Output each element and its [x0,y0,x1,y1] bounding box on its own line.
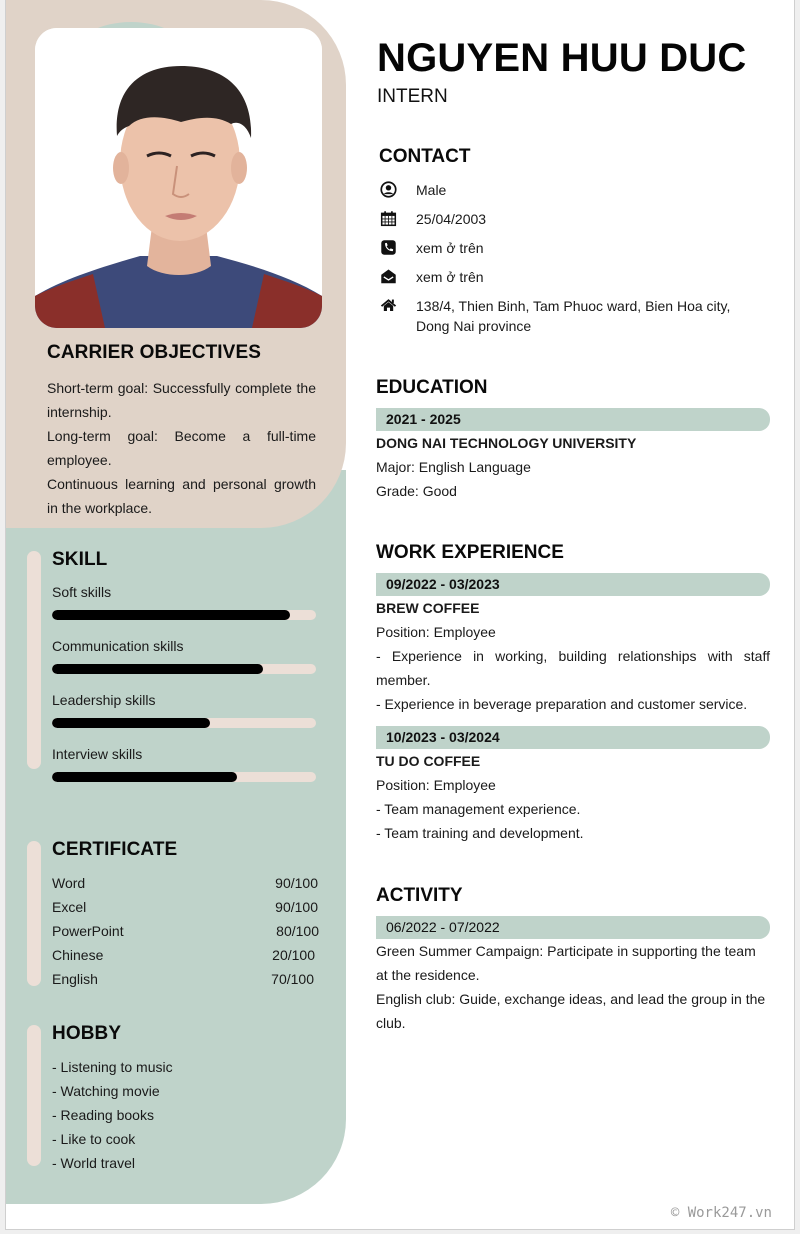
certificate-name: Word [52,875,86,891]
skill-accent-bar [27,551,41,769]
hobby-item: - Listening to music [52,1059,173,1075]
certificate-score: 80/100 [276,923,319,939]
skill-label: Leadership skills [52,692,156,708]
certificate-row [52,871,316,895]
skill-progress-fill [52,664,263,674]
activity-detail: Green Summer Campaign: Participate in supporting the team at the residence. [376,943,756,983]
envelope-open-icon [379,267,397,285]
certificate-score: 20/100 [272,947,315,963]
candidate-role: INTERN [377,86,448,107]
skill-item [52,638,316,692]
work-period: 09/2022 - 03/2023 [376,573,770,596]
contact-value: 138/4, Thien Binh, Tam Phuoc ward, Bien Hoa city, Dong Nai province [416,298,731,334]
work-period: 10/2023 - 03/2024 [376,726,770,749]
certificate-name: English [52,971,98,987]
work-detail: - Experience in working, building relationships with staff member. [376,648,770,688]
contact-section [379,146,769,345]
contact-birthdate [379,209,769,229]
work-experience-section [376,542,770,855]
skill-item [52,692,316,746]
education-title: EDUCATION [376,377,488,398]
contact-phone [379,238,769,258]
portrait-image [35,28,322,328]
certificate-accent-bar [27,841,41,986]
profile-photo [35,28,322,328]
skill-item [52,746,316,800]
skill-progress-bar [52,664,316,674]
activity-entry [376,916,770,1035]
skill-progress-fill [52,718,210,728]
hobby-item: - Like to cook [52,1131,136,1147]
activity-title: ACTIVITY [376,885,463,906]
skill-label: Interview skills [52,746,143,762]
contact-gender [379,180,769,200]
certificate-section [52,839,319,991]
certificate-row [52,967,316,991]
work-company: TU DO COFFEE [376,753,481,769]
work-entry [376,573,770,716]
certificate-row [52,895,316,919]
skill-section [52,549,316,800]
activity-section [376,885,770,1045]
contact-value: Male [416,182,447,198]
education-period: 2021 - 2025 [376,408,770,431]
work-experience-title: WORK EXPERIENCE [376,542,564,563]
education-school: DONG NAI TECHNOLOGY UNIVERSITY [376,435,637,451]
education-grade: Grade: Good [376,483,457,499]
contact-value: xem ở trên [416,269,484,285]
skill-progress-fill [52,772,237,782]
work-company: BREW COFFEE [376,600,480,616]
education-section [376,377,770,513]
hobby-item: - Watching movie [52,1083,160,1099]
certificate-name: Excel [52,899,87,915]
objective-line: Long-term goal: Become a full-time employee. [47,428,316,468]
skill-progress-bar [52,772,316,782]
objectives-title: CARRIER OBJECTIVES [47,342,262,363]
certificate-score: 70/100 [271,971,314,987]
certificate-name: PowerPoint [52,923,124,939]
hobby-item: - Reading books [52,1107,154,1123]
candidate-name: NGUYEN HUU DUC [377,36,747,80]
education-entry [376,408,770,503]
hobby-accent-bar [27,1025,41,1166]
hobby-section [52,1023,316,1175]
work-detail: - Team management experience. [376,801,581,817]
contact-value: xem ở trên [416,240,484,256]
calendar-icon [379,209,397,227]
work-position: Position: Employee [376,624,496,640]
certificate-row [52,943,316,967]
work-position: Position: Employee [376,777,496,793]
certificate-title: CERTIFICATE [52,839,178,860]
certificate-score: 90/100 [275,899,318,915]
certificate-score: 90/100 [275,875,318,891]
contact-value: 25/04/2003 [416,211,487,227]
work-entry [376,726,770,845]
work-detail: - Experience in beverage preparation and customer service. [376,696,748,712]
skill-title: SKILL [52,549,108,570]
hobby-title: HOBBY [52,1023,122,1044]
objectives-section [47,342,316,520]
home-icon [379,296,397,314]
skill-item [52,584,316,638]
activity-period: 06/2022 - 07/2022 [376,916,770,939]
certificate-row [52,919,319,943]
skill-label: Communication skills [52,638,184,654]
work-detail: - Team training and development. [376,825,584,841]
objective-line: Continuous learning and personal growth in the workplace. [47,476,316,516]
user-circle-icon [379,180,397,198]
contact-email [379,267,769,287]
cv-page [5,0,795,1230]
objective-line: Short-term goal: Successfully complete the internship. [47,380,316,420]
skill-label: Soft skills [52,584,112,600]
activity-detail: English club: Guide, exchange ideas, and lead the group in the club. [376,991,766,1031]
contact-address [379,296,769,336]
hobby-item: - World travel [52,1155,135,1171]
certificate-name: Chinese [52,947,104,963]
education-major: Major: English Language [376,459,531,475]
watermark: © Work247.vn [670,1205,772,1221]
skill-progress-bar [52,718,316,728]
contact-title: CONTACT [379,146,471,167]
phone-icon [379,238,397,256]
skill-progress-fill [52,610,290,620]
skill-progress-bar [52,610,316,620]
